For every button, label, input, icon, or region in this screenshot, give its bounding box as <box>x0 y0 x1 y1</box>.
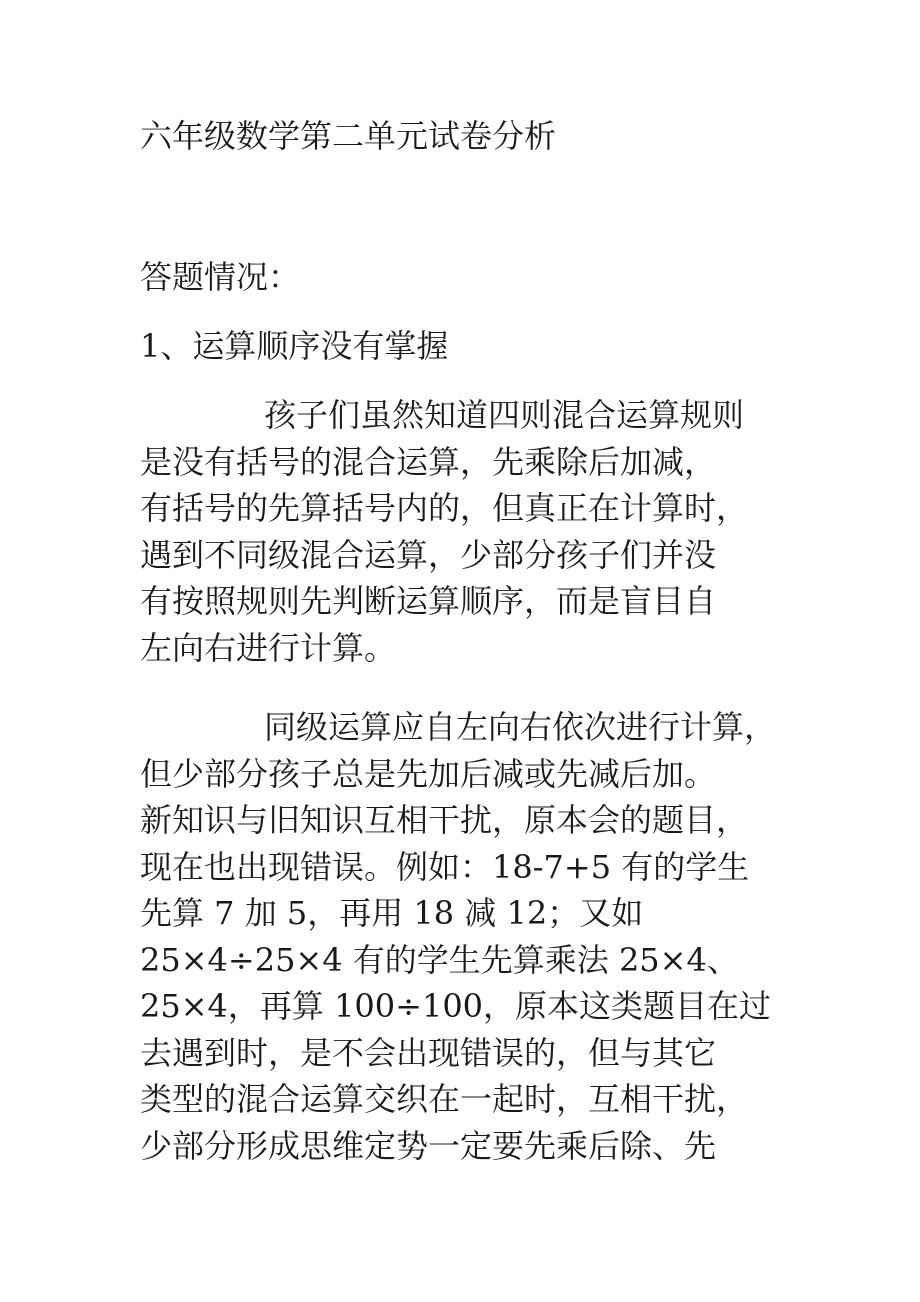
paragraph-line: 左向右进行计算。 <box>140 628 397 667</box>
paragraph-line: 25×4，再算 100÷100，原本这类题目在过 <box>140 987 772 1025</box>
paragraph-line: 类型的混合运算交织在一起时，互相干扰， <box>140 1080 749 1118</box>
document-title: 六年级数学第二单元试卷分析 <box>140 117 557 155</box>
paragraph-line: 少部分形成思维定势一定要先乘后除、先 <box>140 1126 717 1165</box>
paragraph-line: 有括号的先算括号内的，但真正在计算时， <box>140 489 749 527</box>
paragraph-1 <box>140 392 820 671</box>
paragraph-line: 但少部分孩子总是先加后减或先减后加。 <box>140 754 717 793</box>
paragraph-line: 现在也出现错误。例如：18-7+5 有的学生 <box>140 847 750 886</box>
point-heading: 1、运算顺序没有掌握 <box>140 327 449 365</box>
paragraph-line: 同级运算应自左向右依次进行计算， <box>264 708 777 746</box>
paragraph-2 <box>140 704 820 1169</box>
section-label: 答题情况： <box>140 258 301 296</box>
paragraph-line: 25×4÷25×4 有的学生先算乘法 25×4、 <box>140 940 739 979</box>
paragraph-line: 有按照规则先判断运算顺序，而是盲目自 <box>140 582 717 620</box>
paragraph-line: 先算 7 加 5，再用 18 减 12；又如 <box>140 894 644 932</box>
paragraph-line: 孩子们虽然知道四则混合运算规则 <box>264 396 745 434</box>
paragraph-line: 新知识与旧知识互相干扰，原本会的题目， <box>140 801 749 839</box>
paragraph-line: 去遇到时，是不会出现错误的，但与其它 <box>140 1033 717 1072</box>
paragraph-line: 遇到不同级混合运算，少部分孩子们并没 <box>140 535 717 574</box>
paragraph-line: 是没有括号的混合运算，先乘除后加减， <box>140 442 717 481</box>
